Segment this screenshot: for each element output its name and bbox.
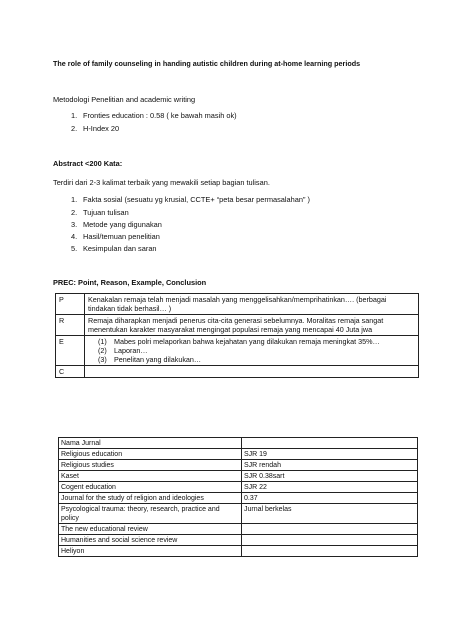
table-row (59, 438, 418, 449)
list-text: Metode yang digunakan (83, 220, 162, 229)
prec-cell: Remaja diharapkan menjadi penerus cita-cita generasi sebelumnya. Moralitas remaja sangat menentukan karakter masyarakat mengingat populasi remaja yang mencapai 40 Juta jwa (85, 315, 419, 336)
journal-value (242, 524, 418, 535)
table-row (59, 546, 418, 557)
list-number: 2. (71, 124, 78, 133)
list-number: 2. (71, 208, 78, 217)
journal-table (58, 437, 418, 557)
abstract-intro: Terdiri dari 2-3 kalimat terbaik yang mewakili setiap bagian tulisan. (53, 178, 270, 187)
table-row (59, 504, 418, 524)
list-text: Tujuan tulisan (83, 208, 129, 217)
list-text: H-Index 20 (83, 124, 120, 133)
list-number: (1) (98, 337, 107, 346)
table-row (59, 482, 418, 493)
journal-value: 0.37 (242, 493, 418, 504)
journal-value: SJR 19 (242, 449, 418, 460)
list-text: Kesimpulan dan saran (83, 244, 157, 253)
list-item (88, 337, 415, 346)
journal-name: Humanities and social science review (59, 535, 242, 546)
list-item (88, 355, 415, 364)
table-row (59, 460, 418, 471)
list-item (88, 346, 415, 355)
prec-heading: PREC: Point, Reason, Example, Conclusion (53, 278, 207, 287)
journal-name: Religious education (59, 449, 242, 460)
table-row (59, 449, 418, 460)
journal-value: SJR rendah (242, 460, 418, 471)
prec-key: E (56, 336, 85, 366)
example-list (88, 337, 415, 364)
list-number: 4. (71, 232, 78, 241)
list-number: (3) (98, 355, 107, 364)
list-number: 1. (71, 195, 78, 204)
journal-value: SJR 0.38sart (242, 471, 418, 482)
journal-name: The new educational review (59, 524, 242, 535)
journal-value (242, 546, 418, 557)
table-row (56, 315, 419, 336)
list-number: 3. (71, 220, 78, 229)
list-text: Laporan… (114, 346, 148, 355)
table-row (56, 336, 419, 366)
journal-name: Psycological trauma: theory, research, practice and policy (59, 504, 242, 524)
table-row (59, 493, 418, 504)
table-row (56, 366, 419, 378)
list-text: Fronties education : 0.58 ( ke bawah masih ok) (83, 111, 237, 120)
table-row (59, 524, 418, 535)
journal-name: Heliyon (59, 546, 242, 557)
prec-cell (85, 336, 419, 366)
prec-key: R (56, 315, 85, 336)
abstract-heading: Abstract <200 Kata: (53, 159, 123, 168)
prec-key: P (56, 294, 85, 315)
journal-value: Jurnal berkelas (242, 504, 418, 524)
journal-name: Nama Jurnal (59, 438, 242, 449)
method-heading: Metodologi Penelitian and academic writing (53, 95, 196, 104)
prec-cell: Kenakalan remaja telah menjadi masalah yang menggelisahkan/memprihatinkan…. (berbagai tindakan tidak berhasil… ) (85, 294, 419, 315)
table-row (56, 294, 419, 315)
table-row (59, 535, 418, 546)
table-row (59, 471, 418, 482)
journal-name: Cogent education (59, 482, 242, 493)
prec-cell (85, 366, 419, 378)
list-number: 1. (71, 111, 78, 120)
list-number: (2) (98, 346, 107, 355)
document-title: The role of family counseling in handing autistic children during at-home learning periods (53, 59, 361, 68)
prec-key: C (56, 366, 85, 378)
journal-name: Kaset (59, 471, 242, 482)
list-text: Hasil/temuan penelitian (83, 232, 160, 241)
list-text: Fakta sosial (sesuatu yg krusial, CCTE+ “peta besar permasalahan” ) (83, 195, 310, 204)
list-text: Mabes polri melaporkan bahwa kejahatan yang dilakukan remaja meningkat 35%… (114, 337, 380, 346)
journal-value (242, 438, 418, 449)
list-number: 5. (71, 244, 78, 253)
list-text: Penelitan yang dilakukan… (114, 355, 202, 364)
journal-name: Journal for the study of religion and ideologies (59, 493, 242, 504)
journal-name: Religious studies (59, 460, 242, 471)
journal-value: SJR 22 (242, 482, 418, 493)
prec-table (55, 293, 419, 378)
journal-value (242, 535, 418, 546)
